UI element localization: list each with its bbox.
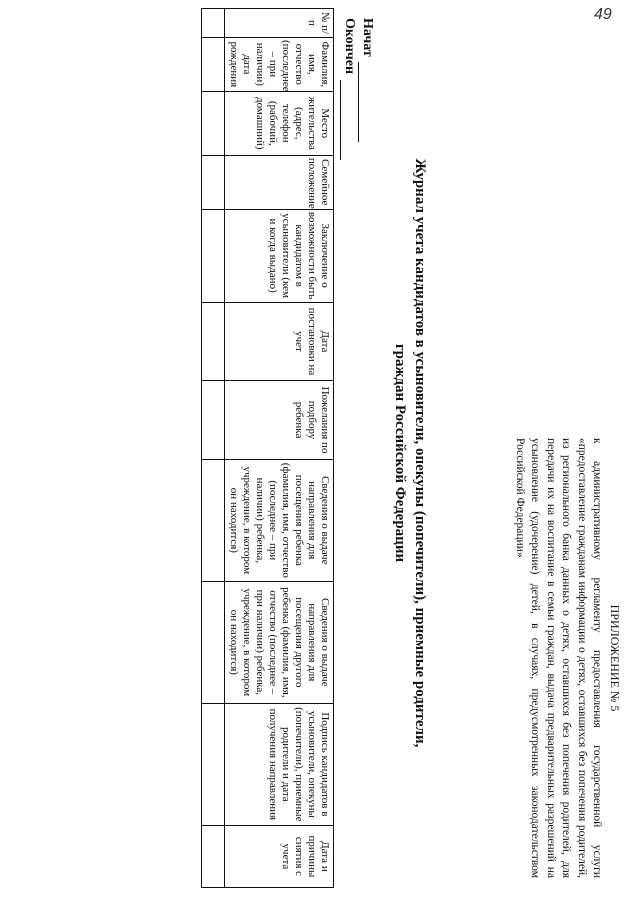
col-header-signature: Подпись кандидатов в усыновители, опекуны (попечители), приемные родители и дата получения направления bbox=[225, 703, 334, 825]
col-header-referral-info: Сведения о выдаче направления для посещения ребенка (фамилия, имя, отчество (последнее – при наличии) ребенка, учреждение, в котором он находится) bbox=[225, 459, 334, 581]
ended-line bbox=[340, 18, 358, 160]
appendix-block bbox=[512, 438, 623, 878]
table-cell bbox=[202, 155, 225, 209]
journal-title: Журнал учета кандидатов в усыновители, опекуны (попечители), приемные родители, граждан Российской Федерации bbox=[392, 158, 428, 748]
appendix-title: ПРИЛОЖЕНИЕ № 5 bbox=[608, 604, 622, 712]
col-header-other-referral-info: Сведения о выдаче направления для посещения другого ребенка (фамилия, имя, отчество (последнее – при наличии) ребенка, учреждение, в котором он находится) bbox=[225, 581, 334, 703]
col-header-registration-date: Дата постановки на учет bbox=[225, 302, 334, 381]
page-number: 49 bbox=[594, 6, 612, 23]
ended-field bbox=[340, 80, 355, 160]
ended-label: Окончен bbox=[342, 18, 357, 75]
table-cell bbox=[202, 209, 225, 302]
header-row bbox=[225, 9, 334, 888]
col-header-residence: Место жительства (адрес, телефон (рабочий, домашний) bbox=[225, 91, 334, 155]
table-cell bbox=[202, 459, 225, 581]
started-field bbox=[358, 62, 373, 142]
table-cell bbox=[202, 703, 225, 825]
table-cell bbox=[202, 825, 225, 887]
col-header-marital-status: Семейное положение bbox=[225, 155, 334, 209]
col-header-number: № п/п bbox=[225, 9, 334, 38]
table-cell bbox=[202, 581, 225, 703]
table-cell bbox=[202, 91, 225, 155]
col-header-conclusion: Заключение о возможности быть кандидатом в усыновители (кем и когда выдано) bbox=[225, 209, 334, 302]
table-cell bbox=[202, 381, 225, 460]
appendix-text: к административному регламенту предоставления государственной услуги «предоставление гражданам информации о детях, оставшихся без попечения родителей, из регионального банка данных о детях, оставшихся без попечения родителей, для передачи их на воспитание в семьи граждан, выдача предварительных разрешений на усыновление (удочерение) детей, в случаях, предусмотренных законодательством Российской Федерации» bbox=[514, 438, 604, 878]
table-row bbox=[202, 9, 225, 888]
started-line bbox=[358, 18, 376, 160]
journal-table bbox=[201, 8, 334, 888]
col-header-full-name: Фамилия, имя, отчество (последнее – при наличии) дата рождения bbox=[225, 37, 334, 91]
col-header-child-wishes: Пожелания по подбору ребенка bbox=[225, 381, 334, 460]
table-cell bbox=[202, 37, 225, 91]
rotated-document bbox=[10, 8, 630, 898]
started-label: Начат bbox=[360, 18, 375, 57]
start-end-block bbox=[340, 18, 376, 160]
col-header-deregistration: Дата и причины снятия с учета bbox=[225, 825, 334, 887]
table-cell bbox=[202, 302, 225, 381]
table-cell bbox=[202, 9, 225, 38]
